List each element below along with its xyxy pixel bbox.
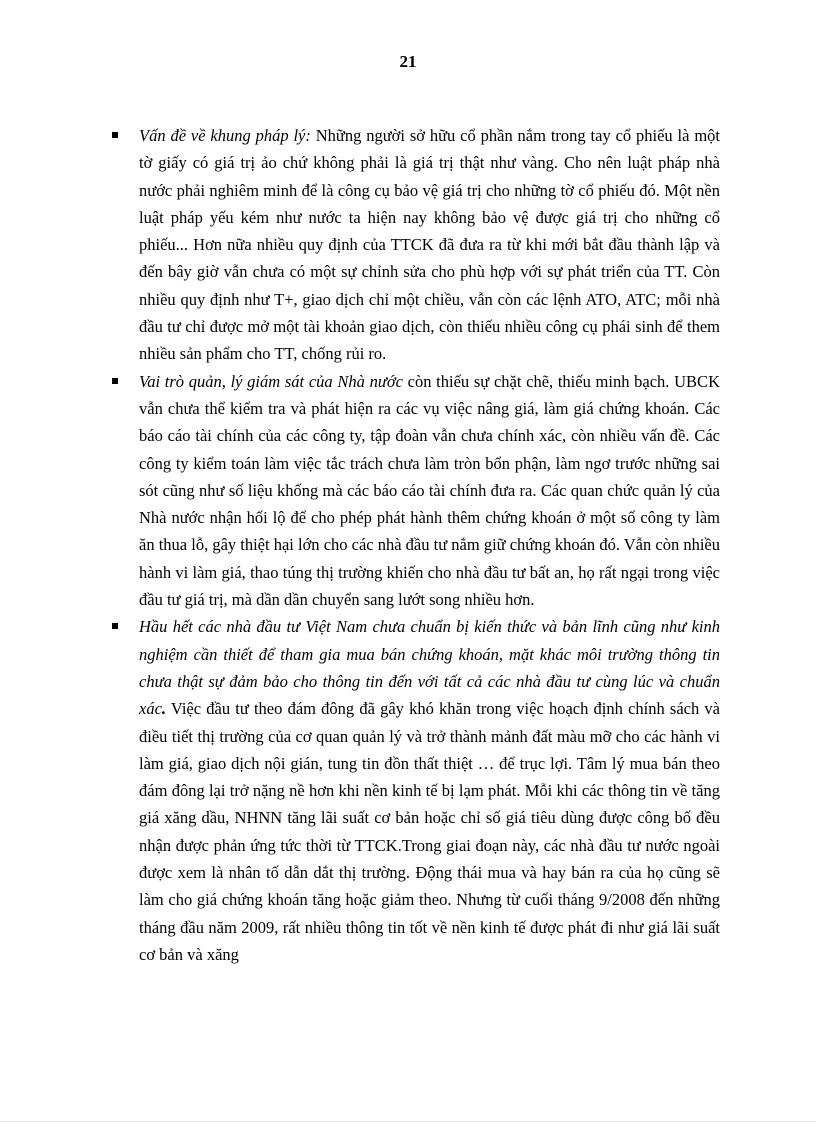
page-number: 21 [399,52,417,71]
bullet-item-investor-knowledge [110,613,720,968]
bullet-lead: Vai trò quản, lý giám sát của Nhà nước [139,371,403,391]
bullet-body: Những người sở hữu cổ phần nắm trong tay cổ phiếu là một tờ giấy có giá trị ảo chứ không phải là giá trị thật như vàng. Cho nên luật pháp nhà nước phải nghiêm minh để là công cụ bảo vệ giá trị cho những tờ cổ phiếu đó. Một nền luật pháp yếu kém như nước ta hiện nay không bảo vệ được giá trị cho những cổ phiếu... Hơn nữa nhiều quy định của TTCK đã đưa ra từ khi mới bắt đầu thành lập và đến bây giờ vẫn chưa có một sự chỉnh sửa cho phù hợp với sự phát triển của TT. Còn nhiều quy định như T+, giao dịch chỉ một chiều, vẫn còn các lệnh ATO, ATC; mỗi nhà đầu tư chỉ được mở một tài khoản giao dịch, còn thiếu nhiều công cụ phái sinh để them nhiều sản phẩm cho TT, chống rủi ro. [139,126,720,364]
bullet-lead-period: . [161,699,167,719]
bullet-item-state-supervision [110,368,720,614]
bullet-item-legal-framework [110,122,720,368]
bullet-lead: Vấn đề về khung pháp lý: [139,126,311,145]
page-bottom-border [0,1121,816,1122]
bullet-lead: Hầu hết các nhà đầu tư Việt Nam chưa chuẩn bị kiến thức và bản lĩnh cũng như kinh nghiệm cần thiết để tham gia mua bán chứng khoán, mặt khác môi trường thông tin chưa thật sự đảm bảo cho thông tin đến với tất cả các nhà đầu tư cùng lúc và chuẩn xác [139,617,720,719]
square-bullet-icon [112,378,118,384]
bullet-body: còn thiếu sự chặt chẽ, thiếu minh bạch. UBCK vẫn chưa thể kiểm tra và phát hiện ra các vụ việc nâng giá, làm giá chứng khoán. Các báo cáo tài chính của các công ty, tập đoàn vẫn chưa chính xác, còn nhiều vấn đề. Các công ty kiểm toán làm việc tắc trách chưa làm tròn bổn phận, làm ngơ trước những sai sót cũng như số liệu khống mà các báo cáo tài chính đưa ra. Các quan chức quản lý của Nhà nước nhận hối lộ để cho phép phát hành thêm chứng khoán ở một số công ty làm ăn thua lỗ, gây thiệt hại lớn cho các nhà đầu tư nắm giữ chứng khoán đó. Vẫn còn nhiều hành vi làm giá, thao túng thị trường khiến cho nhà đầu tư bất an, họ rất ngại trong việc đầu tư giá trị, mà dần dần chuyển sang lướt song nhiều hơn. [139,371,720,610]
square-bullet-icon [112,623,118,629]
square-bullet-icon [112,132,118,138]
bullet-body: Việc đầu tư theo đám đông đã gây khó khăn trong việc hoạch định chính sách và điều tiết thị trường của cơ quan quản lý và trở thành mảnh đất màu mỡ cho các hành vi làm giá, giao dịch nội gián, tung tin đồn thất thiệt … để trục lợi. Tâm lý mua bán theo đám đông lại trở nặng nề hơn khi nền kinh tế bị lạm phát. Mỗi khi các thông tin về tăng giá xăng dầu, NHNN tăng lãi suất cơ bản hoặc chỉ số giá tiêu dùng được công bố đều nhận được phản ứng tức thời từ TTCK.Trong giai đoạn này, các nhà đầu tư nước ngoài được xem là nhân tố dẫn dắt thị trường. Động thái mua và hay bán ra của họ cũng sẽ làm cho giá chứng khoán tăng hoặc giảm theo. Nhưng từ cuối tháng 9/2008 đến những tháng đầu năm 2009, rất nhiều thông tin tốt về nền kinh tế được phát đi như giá lãi suất cơ bản và xăng [139,699,720,964]
document-body [110,122,720,968]
